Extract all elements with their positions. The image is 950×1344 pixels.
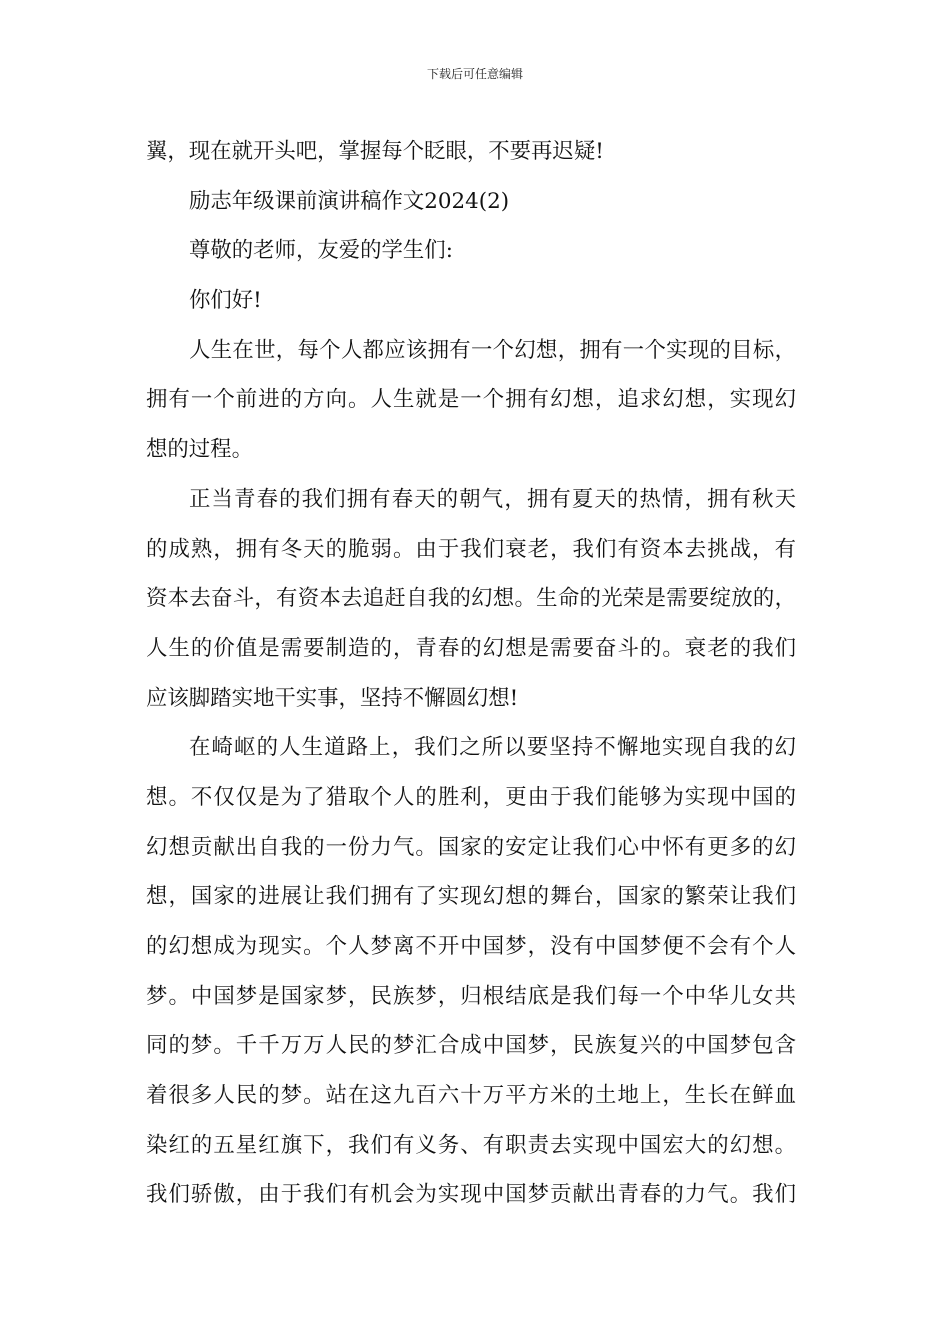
salutation: 尊敬的老师，友爱的学生们: <box>189 238 453 264</box>
text-line: 我们骄傲，由于我们有机会为实现中国梦贡献出青春的力气。我们 <box>146 1182 796 1208</box>
text-line: 的幻想成为现实。个人梦离不开中国梦，没有中国梦便不会有个人 <box>146 934 796 959</box>
text-line: 幻想贡献出自我的一份力气。国家的安定让我们心中怀有更多的幻 <box>146 834 796 860</box>
text-line: 人生在世，每个人都应该拥有一个幻想，拥有一个实现的目标， <box>189 337 796 363</box>
text-line: 的成熟，拥有冬天的脆弱。由于我们衰老，我们有资本去挑战，有 <box>146 536 796 562</box>
text-line: 想，国家的进展让我们拥有了实现幻想的舞台，国家的繁荣让我们 <box>146 884 796 910</box>
text-line: 着很多人民的梦。站在这九百六十万平方米的土地上，生长在鲜血 <box>146 1083 796 1109</box>
text-line: 想的过程。 <box>146 437 253 463</box>
text-line: 正当青春的我们拥有春天的朝气，拥有夏天的热情，拥有秋天 <box>189 486 796 512</box>
document-body <box>146 127 796 1220</box>
text-line: 梦。中国梦是国家梦，民族梦，归根结底是我们每一个中华儿女共 <box>146 983 796 1009</box>
text-line: 资本去奋斗，有资本去追赶自我的幻想。生命的光荣是需要绽放的， <box>146 586 796 612</box>
greeting: 你们好! <box>189 288 262 314</box>
text-line: 同的梦。千千万万人民的梦汇合成中国梦，民族复兴的中国梦包含 <box>146 1033 796 1059</box>
text-line: 拥有一个前进的方向。人生就是一个拥有幻想，追求幻想，实现幻 <box>146 387 796 413</box>
text-line: 翼，现在就开头吧，掌握每个眨眼，不要再迟疑! <box>146 139 604 164</box>
text-line: 染红的五星红旗下，我们有义务、有职责去实现中国宏大的幻想。 <box>146 1132 796 1158</box>
text-line: 想。不仅仅是为了猎取个人的胜利，更由于我们能够为实现中国的 <box>146 784 796 810</box>
page-header: 下载后可任意编辑 <box>426 67 523 81</box>
text-line: 在崎岖的人生道路上，我们之所以要坚持不懈地实现自我的幻 <box>189 735 796 761</box>
text-line: 人生的价值是需要制造的，青春的幻想是需要奋斗的。衰老的我们 <box>146 635 796 661</box>
essay-title: 励志年级课前演讲稿作文2024(2) <box>189 188 510 214</box>
text-line: 应该脚踏实地干实事，坚持不懈圆幻想! <box>146 685 519 711</box>
